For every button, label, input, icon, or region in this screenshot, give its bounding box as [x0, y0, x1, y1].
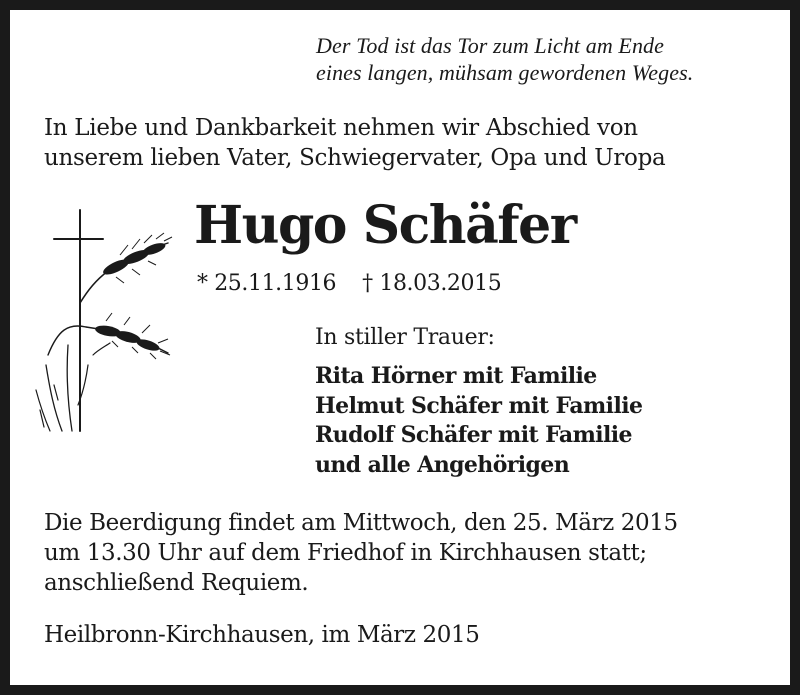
intro-line-1: In Liebe und Dankbarkeit nehmen wir Abschied von — [44, 115, 638, 141]
mourner-name: Rudolf Schäfer mit Familie — [315, 422, 632, 448]
deceased-name: Hugo Schäfer — [194, 195, 576, 256]
epigraph-quote — [316, 32, 693, 86]
mourners-label: In stiller Trauer: — [315, 325, 495, 350]
mourner-name: Rita Hörner mit Familie — [315, 363, 597, 389]
mourner-name: Helmut Schäfer mit Familie — [315, 392, 643, 419]
funeral-line-3: anschließend Requiem. — [44, 570, 309, 596]
death-date: † 18.03.2015 — [362, 271, 502, 296]
quote-line-1: Der Tod ist das Tor zum Licht am Ende — [316, 33, 665, 58]
birth-date: * 25.11.1916 — [197, 271, 337, 296]
intro-text — [44, 113, 665, 173]
quote-line-2: eines langen, mühsam gewordenen Weges. — [316, 60, 694, 85]
mourners-list — [315, 362, 642, 480]
cross-with-wheat-icon — [28, 205, 178, 440]
funeral-line-2: um 13.30 Uhr auf dem Friedhof in Kirchhausen statt; — [44, 540, 647, 566]
life-dates — [197, 270, 501, 298]
mourner-name: und alle Angehörigen — [315, 451, 570, 478]
intro-line-2: unserem lieben Vater, Schwiegervater, Opa und Uropa — [44, 145, 666, 171]
place-and-date: Heilbronn-Kirchhausen, im März 2015 — [44, 622, 480, 648]
funeral-details — [44, 508, 678, 598]
funeral-line-1: Die Beerdigung findet am Mittwoch, den 25. März 2015 — [44, 510, 678, 536]
